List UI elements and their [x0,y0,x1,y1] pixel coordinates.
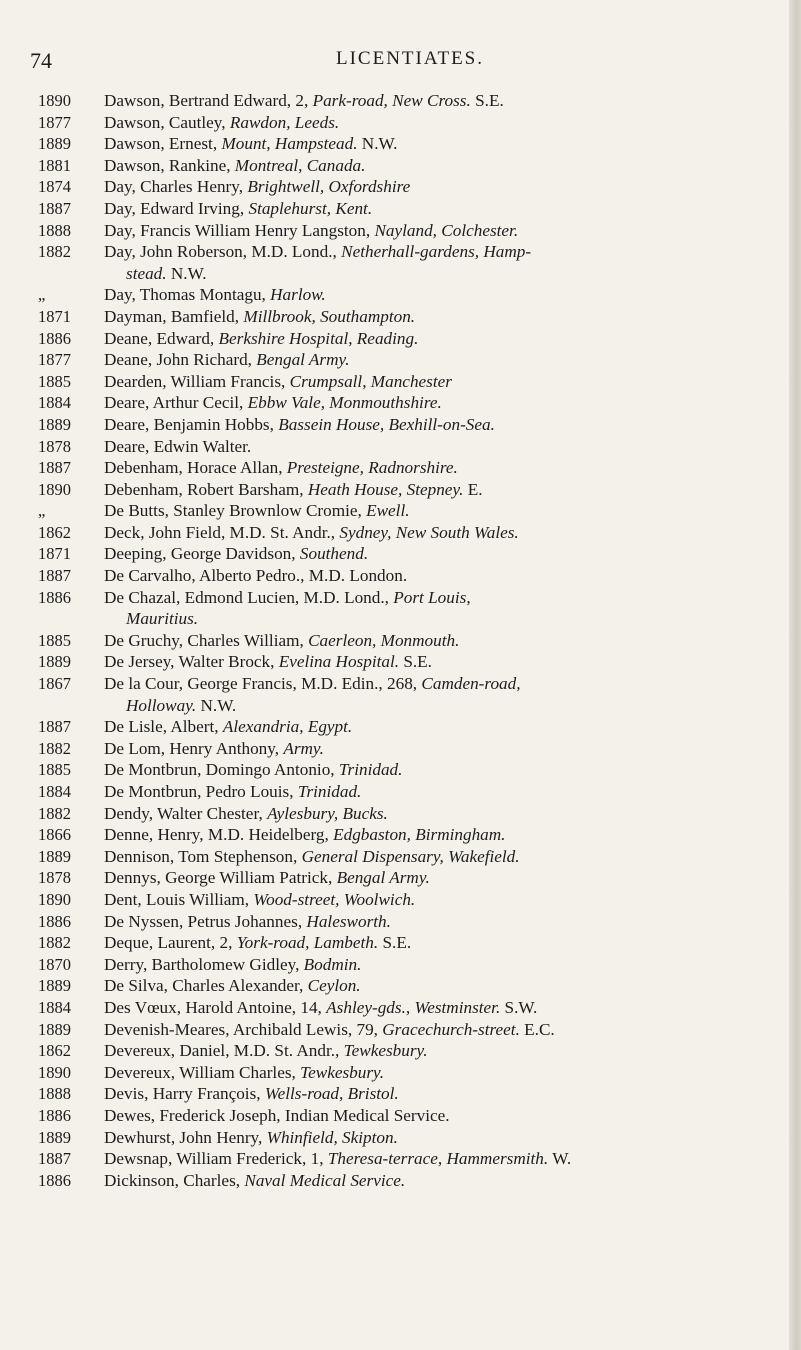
entry-text [104,932,789,954]
list-item [0,1127,789,1149]
list-item [0,371,789,393]
list-item [0,436,789,458]
entry-name: Dayman, Bamfield, [104,306,240,326]
entry-year: 1882 [38,738,71,758]
entry-name: De Carvalho, Alberto Pedro., M.D. London. [104,566,408,586]
entry-year: 1882 [38,803,71,823]
page-header [30,48,730,78]
list-item [0,349,789,371]
list-item [0,241,789,284]
entry-place: Park-road, New Cross. [312,91,471,110]
entry-postal-district: S.E. [403,652,432,672]
entry-place: Evelina Hospital. [278,652,400,672]
list-item [0,867,789,889]
entry-year: 1886 [38,1105,71,1125]
entry-name: Dawson, Rankine, [104,155,231,175]
entry-name: Debenham, Robert Barsham, [104,479,304,499]
entry-year: 1885 [38,760,71,780]
entry-year: 1884 [38,997,71,1017]
entry-place: York-road, Lambeth. [236,933,379,953]
list-item [0,414,789,436]
entry-name: De la Cour, George Francis, M.D. Edin., 268, [104,674,418,694]
entry-text [104,630,789,652]
entry-name: Dewhurst, John Henry, [104,1127,263,1147]
entry-year: 1881 [38,155,71,175]
entry-text [104,392,789,414]
entry-year: 1887 [38,1149,71,1169]
entry-name: Dent, Louis William, [104,889,250,909]
entry-year: 1884 [38,782,71,801]
entry-name: Day, Thomas Montagu, [104,285,266,305]
entry-place: Caerleon, Monmouth. [308,630,460,650]
entry-text [104,176,789,198]
entry-name: Day, Francis William Henry Langston, [104,220,371,240]
list-item [0,1148,789,1170]
entry-name: Devereux, William Charles, [104,1062,296,1082]
entry-name: Deane, John Richard, [104,350,252,370]
entry-name: De Montbrun, Pedro Louis, [104,782,294,801]
entry-year: 1890 [38,1062,71,1082]
list-item [0,1019,789,1041]
entry-text [104,846,789,868]
page-number: 74 [30,48,52,73]
entry-name: Deeping, George Davidson, [104,544,296,564]
entry-year: 1889 [38,1019,71,1039]
entry-name: Dearden, William Francis, [104,371,286,391]
entry-text [104,738,789,760]
list-item [0,716,789,738]
entry-place: Southend. [299,544,369,564]
entry-name: De Butts, Stanley Brownlow Cromie, [104,501,362,521]
entry-place: Nayland, Colchester. [374,220,519,240]
entry-year: 1867 [38,674,71,694]
entry-place-continued: stead. [126,263,167,283]
entry-text [104,522,789,544]
entry-name: Deck, John Field, M.D. St. Andr., [104,522,336,542]
entry-year: 1870 [38,954,71,974]
entry-name: Deare, Edwin Walter. [104,436,252,456]
entry-name: De Lom, Henry Anthony, [104,738,280,758]
entry-text [104,133,789,155]
entry-year: 1888 [38,220,71,240]
entry-text [104,651,789,673]
list-item [0,392,789,414]
entry-year: 1889 [38,1127,71,1147]
entry-year: 1862 [38,1041,71,1061]
entry-place: Camden-road, [421,674,521,694]
entry-year: 1885 [38,371,71,391]
entry-text [104,349,789,371]
entry-name: De Montbrun, Domingo Antonio, [104,760,335,780]
entry-place: Ashley-gds., Westminster. [326,997,501,1017]
entry-text [104,90,789,112]
entry-place: Halesworth. [306,911,391,931]
entry-name: De Chazal, Edmond Lucien, M.D. Lond., [104,587,389,607]
list-item [0,284,789,306]
entry-place: Edgbaston, Birmingham. [333,825,506,845]
list-item [0,673,789,716]
list-item [0,954,789,976]
entry-place: Port Louis, [393,587,471,607]
entry-text [104,479,789,501]
entry-place: Millbrook, Southampton. [243,306,416,326]
entry-place: Ewell. [366,501,410,521]
entry-text [104,889,789,911]
entry-name: De Lisle, Albert, [104,717,219,737]
list-item [0,479,789,501]
entry-name: Dewsnap, William Frederick, 1, [104,1149,324,1169]
list-item [0,1083,789,1105]
list-item [0,824,789,846]
entry-year: 1889 [38,134,71,154]
entry-name: Des Vœux, Harold Antoine, 14, [104,997,322,1017]
entry-year: 1877 [38,350,71,370]
entry-text [104,803,789,825]
entry-text [104,1148,789,1170]
entry-year: 1887 [38,717,71,737]
entry-year: 1887 [38,198,71,218]
entry-place: Tewkesbury. [300,1062,384,1082]
entry-place: Naval Medical Service. [244,1170,406,1190]
list-item [0,133,789,155]
entry-year: 1878 [38,436,71,456]
entry-year: 1887 [38,458,71,478]
entry-place: Heath House, Stepney. [307,479,464,499]
entry-text [104,867,789,889]
entry-place: Bengal Army. [256,350,350,370]
entry-text [104,543,789,565]
entry-text [104,759,789,781]
running-title: LICENTIATES. [335,48,484,69]
entry-place-continued: Holloway. [126,695,197,715]
entry-text [104,1170,789,1192]
entry-text [104,1040,789,1062]
list-item [0,543,789,565]
entry-name: Devis, Harry François, [104,1084,261,1104]
entry-name: Day, Edward Irving, [104,198,245,218]
entry-text [104,824,789,846]
entry-name: De Nyssen, Petrus Johannes, [104,911,303,931]
list-item [0,90,789,112]
entry-place: Bengal Army. [336,868,430,888]
entry-text [104,954,789,976]
entry-place: Netherhall-gardens, Hamp- [341,242,532,262]
entry-text [104,997,789,1019]
entry-place: General Dispensary, Wakefield. [301,846,520,866]
entry-year: 1886 [38,1170,71,1190]
entry-name: Dickinson, Charles, [104,1170,241,1190]
entry-name: Dawson, Bertrand Edward, 2, [104,91,309,110]
entry-text [104,1105,789,1127]
entry-text [104,155,789,177]
entry-place: Rawdon, Leeds. [229,112,340,132]
entry-place: Brightwell, Oxfordshire [247,177,411,197]
entry-year: 1890 [38,479,71,499]
entry-text [104,911,789,933]
list-item [0,1105,789,1127]
list-item [0,759,789,781]
entry-postal-district: E.C. [524,1019,555,1039]
entry-postal-district: W. [552,1149,572,1169]
list-item [0,565,789,587]
entry-place: Bassein House, Bexhill-on-Sea. [278,414,495,434]
list-item [0,997,789,1019]
entry-name: Dewes, Frederick Joseph, Indian Medical Service. [104,1105,450,1125]
list-item [0,932,789,954]
entry-text [104,112,789,134]
entry-text [104,1019,789,1041]
licentiates-list [0,90,789,1191]
entry-name: Devenish-Meares, Archibald Lewis, 79, [104,1019,378,1039]
list-item [0,1170,789,1192]
entry-name: Day, John Roberson, M.D. Lond., [104,242,337,262]
entry-year: 1887 [38,566,71,586]
list-item [0,1062,789,1084]
entry-place: Wells-road, Bristol. [264,1084,399,1104]
entry-name: Deare, Arthur Cecil, [104,393,244,413]
entry-postal-district: S.W. [504,997,538,1017]
entry-place: Ebbw Vale, Monmouthshire. [247,393,442,413]
entry-text [104,781,789,803]
entry-text [104,673,789,716]
entry-text [104,975,789,997]
entry-postal-district: N.W. [200,695,237,715]
list-item [0,975,789,997]
entry-text [104,241,789,284]
entry-year: 1874 [38,177,71,197]
entry-text [104,371,789,393]
entry-name: Dendy, Walter Chester, [104,803,263,823]
entry-year: 1885 [38,630,71,650]
entry-name: Day, Charles Henry, [104,177,244,197]
entry-year: 1886 [38,911,71,931]
entry-name: De Jersey, Walter Brock, [104,652,275,672]
entry-text [104,1127,789,1149]
entry-place: Berkshire Hospital, Reading. [218,328,419,348]
entry-year: 1890 [38,889,71,909]
entry-year: 1882 [38,242,71,262]
entry-place: Ceylon. [307,976,361,996]
entry-year: 1862 [38,522,71,542]
entry-name: De Gruchy, Charles William, [104,630,304,650]
page-edge [789,0,801,1350]
entry-place: Mount, Hampstead. [221,134,358,154]
entry-continuation [104,695,755,717]
entry-postal-district: N.W. [361,134,398,154]
entry-text [104,328,789,350]
list-item [0,889,789,911]
entry-place: Trinidad. [338,760,403,780]
entry-place: Tewkesbury. [343,1041,428,1061]
entry-year: „ [38,501,46,521]
entry-text [104,284,789,306]
entry-name: Dennison, Tom Stephenson, [104,846,298,866]
entry-place: Wood-street, Woolwich. [253,889,416,909]
entry-place: Whinfield, Skipton. [266,1127,398,1147]
entry-year: 1886 [38,328,71,348]
entry-year: 1889 [38,976,71,996]
entry-year: 1866 [38,825,71,845]
entry-year: „ [38,285,46,305]
list-item [0,522,789,544]
entry-name: De Silva, Charles Alexander, [104,976,304,996]
entry-place: Trinidad. [297,782,362,801]
entry-name: Debenham, Horace Allan, [104,458,283,478]
entry-place: Theresa-terrace, Hammersmith. [327,1149,549,1169]
entry-year: 1888 [38,1084,71,1104]
entry-text [104,587,789,630]
entry-year: 1877 [38,112,71,132]
entry-text [104,306,789,328]
list-item [0,457,789,479]
entry-name: Dennys, George William Patrick, [104,868,333,888]
entry-place: Alexandria, Egypt. [222,717,353,737]
entry-text [104,716,789,738]
entry-continuation [104,608,755,630]
entry-place: Staplehurst, Kent. [248,198,373,218]
list-item [0,155,789,177]
entry-year: 1889 [38,846,71,866]
list-item [0,911,789,933]
entry-name: Devereux, Daniel, M.D. St. Andr., [104,1041,340,1061]
entry-place: Harlow. [270,285,326,305]
entry-name: Derry, Bartholomew Gidley, [104,954,300,974]
entry-postal-district: E. [467,479,483,499]
entry-year: 1884 [38,393,71,413]
entry-place: Gracechurch-street. [382,1019,520,1039]
entry-year: 1889 [38,652,71,672]
entry-text [104,436,789,458]
entry-name: Deque, Laurent, 2, [104,933,233,953]
entry-name: Dawson, Cautley, [104,112,226,132]
entry-text [104,220,789,242]
entry-place: Presteigne, Radnorshire. [286,458,458,478]
entry-year: 1871 [38,544,71,564]
entry-text [104,565,789,587]
entry-place: Montreal, Canada. [234,155,366,175]
entry-postal-district: N.W. [170,263,207,283]
entry-text [104,198,789,220]
entry-year: 1890 [38,91,71,110]
entry-continuation [104,263,755,285]
entry-place-continued: Mauritius. [126,609,199,629]
entry-name: Dawson, Ernest, [104,134,218,154]
entry-place: Bodmin. [303,954,362,974]
entry-text [104,457,789,479]
entry-text [104,500,789,522]
entry-place: Sydney, New South Wales. [339,522,519,542]
entry-year: 1882 [38,933,71,953]
entry-text [104,1083,789,1105]
list-item [0,176,789,198]
entry-postal-district: S.E. [382,933,412,953]
entry-place: Aylesbury, Bucks. [267,803,388,823]
entry-year: 1871 [38,306,71,326]
list-item [0,803,789,825]
list-item [0,198,789,220]
list-item [0,630,789,652]
list-item [0,587,789,630]
entry-text [104,414,789,436]
list-item [0,1040,789,1062]
entry-year: 1889 [38,414,71,434]
entry-place: Crumpsall, Manchester [289,371,452,391]
entry-text [104,1062,789,1084]
list-item [0,328,789,350]
list-item [0,220,789,242]
list-item [0,500,789,522]
list-item [0,738,789,760]
list-item [0,781,789,803]
list-item [0,112,789,134]
list-item [0,306,789,328]
entry-name: Deare, Benjamin Hobbs, [104,414,274,434]
entry-year: 1886 [38,587,71,607]
entry-year: 1878 [38,868,71,888]
entry-postal-district: S.E. [475,91,504,110]
list-item [0,651,789,673]
entry-name: Denne, Henry, M.D. Heidelberg, [104,825,329,845]
list-item [0,846,789,868]
entry-name: Deane, Edward, [104,328,215,348]
entry-place: Army. [283,738,324,758]
